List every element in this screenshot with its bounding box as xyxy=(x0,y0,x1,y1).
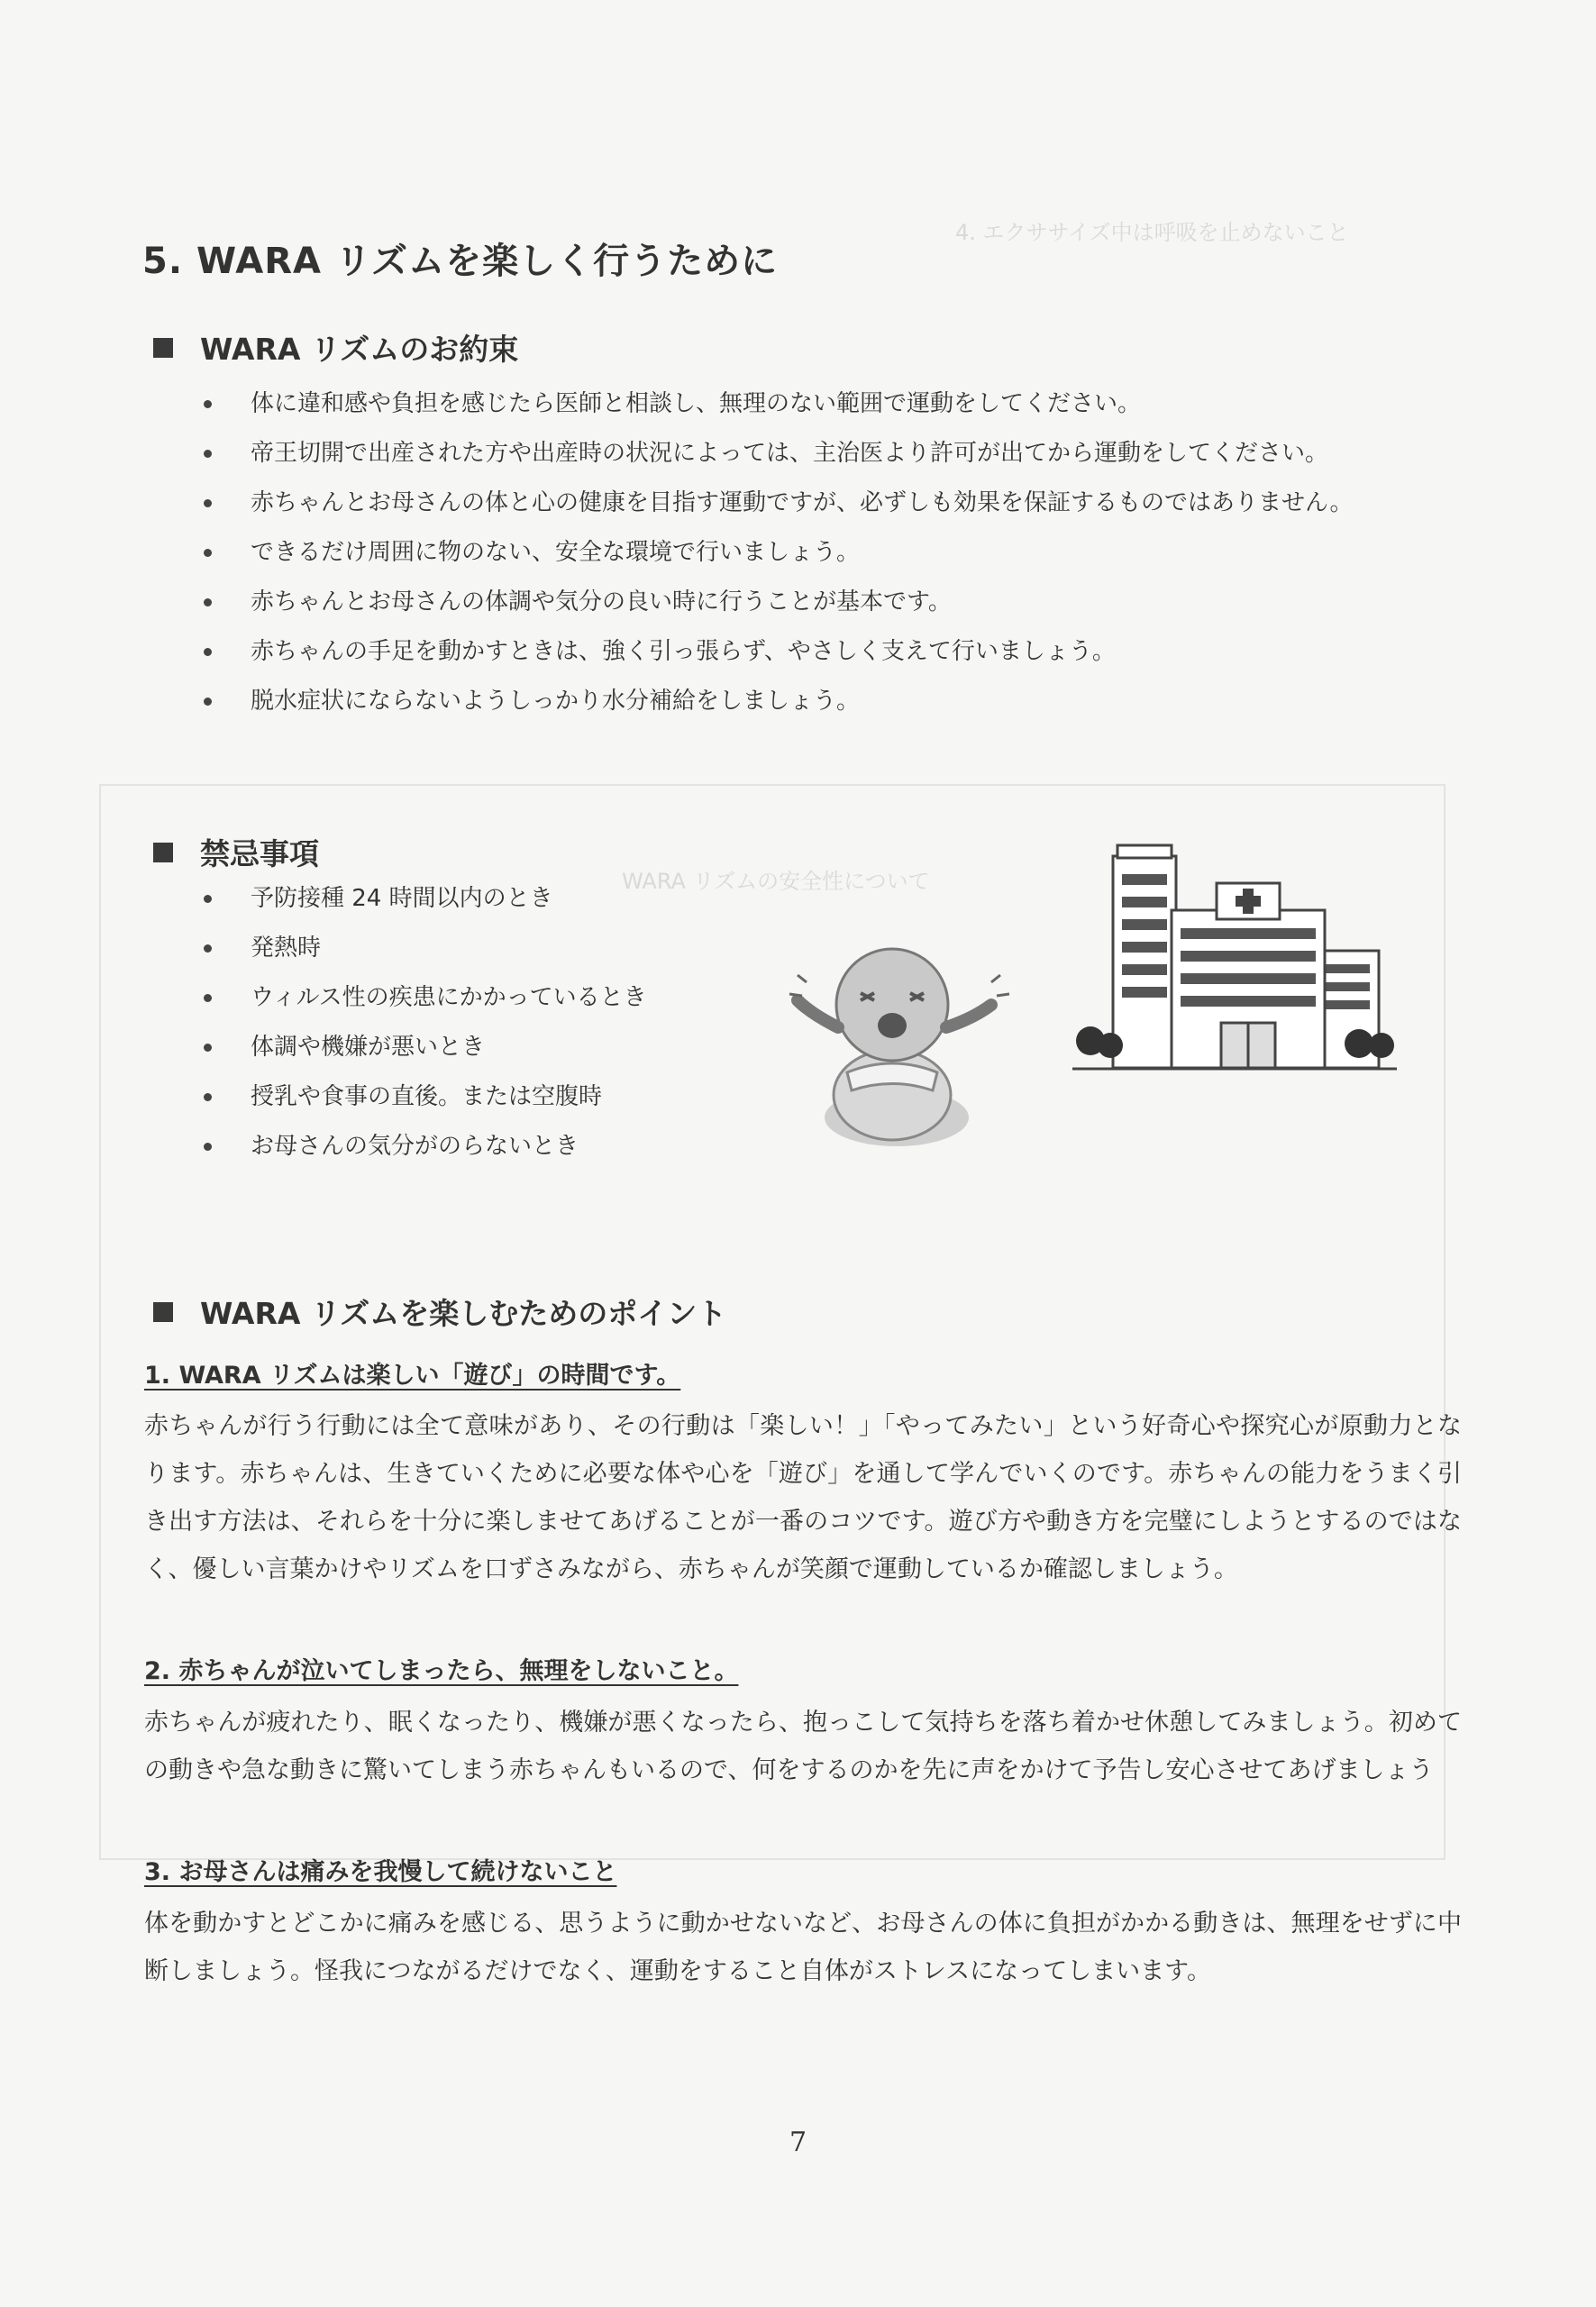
promise-heading xyxy=(153,326,518,369)
point-1-body: 赤ちゃんが行う行動には全て意味があり、その行動は「楽しい！」「やってみたい」という好奇心や探究心が原動力となります。赤ちゃんは、生きていくために必要な体や心を「遊び」を通して学んでいくのです。赤ちゃんの能力をうまく引き出す方法は、それらを十分に楽しませてあげることが一番のコツです。遊び方や動き方を完璧にしようとするのではなく、優しい言葉かけやリズムを口ずさみながら、赤ちゃんが笑顔で運動しているか確認しましょう。 xyxy=(144,1412,1462,1583)
list-item: できるだけ周囲に物のない、安全な環境で行いましょう。 xyxy=(0,533,1354,582)
list-item: 体に違和感や負担を感じたら医師と相談し、無理のない範囲で運動をしてください。 xyxy=(0,384,1354,433)
square-bullet-icon xyxy=(153,843,173,862)
square-bullet-icon xyxy=(153,1302,173,1322)
promise-list xyxy=(0,384,1354,731)
list-item: お母さんの気分がのらないとき xyxy=(0,1126,647,1176)
point-1-title: 1. WARA リズムは楽しい「遊び」の時間です。 xyxy=(144,1362,681,1390)
list-item: 赤ちゃんの手足を動かすときは、強く引っ張らず、やさしく支えて行いましょう。 xyxy=(0,632,1354,681)
baby-crying-icon xyxy=(784,919,1009,1154)
points-heading-text: WARA リズムを楽しむためのポイント xyxy=(200,1296,727,1331)
promise-heading-text: WARA リズムのお約束 xyxy=(200,332,519,367)
page-number: 7 xyxy=(789,2127,807,2158)
contraindications-heading-text: 禁忌事項 xyxy=(200,836,319,871)
list-item: 発熱時 xyxy=(0,928,647,978)
list-item: 体調や機嫌が悪いとき xyxy=(0,1027,647,1077)
point-3-body: 体を動かすとどこかに痛みを感じる、思うように動かせないなど、お母さんの体に負担がかかる動きは、無理をせずに中断しましょう。怪我につながるだけでなく、運動をすること自体がストレスになってしまいます。 xyxy=(144,1910,1462,1985)
show-through-box-title: WARA リズムの安全性について xyxy=(622,869,930,894)
point-3-title: 3. お母さんは痛みを我慢して続けないこと xyxy=(144,1858,617,1886)
list-item: 脱水症状にならないようしっかり水分補給をしましょう。 xyxy=(0,681,1354,731)
contraindications-heading xyxy=(153,831,319,873)
point-2-body: 赤ちゃんが疲れたり、眠くなったり、機嫌が悪くなったら、抱っこして気持ちを落ち着かせ休憩してみましょう。初めての動きや急な動きに驚いてしまう赤ちゃんもいるので、何をするのかを先に声をかけて予告し安心させてあげましょう xyxy=(144,1709,1462,1784)
show-through-heading: 4. エクササイズ中は呼吸を止めないこと xyxy=(955,220,1349,245)
list-item: ウィルス性の疾患にかかっているとき xyxy=(0,978,647,1027)
list-item: 授乳や食事の直後。または空腹時 xyxy=(0,1077,647,1126)
hospital-building-icon xyxy=(1072,838,1397,1081)
list-item: 予防接種 24 時間以内のとき xyxy=(0,879,647,928)
contraindications-list xyxy=(0,879,647,1176)
point-2-title: 2. 赤ちゃんが泣いてしまったら、無理をしないこと。 xyxy=(144,1657,739,1685)
list-item: 帝王切開で出産された方や出産時の状況によっては、主治医より許可が出てから運動をしてください。 xyxy=(0,433,1354,483)
section-title: 5. WARA リズムを楽しく行うために xyxy=(142,241,779,282)
list-item: 赤ちゃんとお母さんの体調や気分の良い時に行うことが基本です。 xyxy=(0,582,1354,632)
list-item: 赤ちゃんとお母さんの体と心の健康を目指す運動ですが、必ずしも効果を保証するものではありません。 xyxy=(0,483,1354,533)
points-heading xyxy=(153,1290,726,1333)
square-bullet-icon xyxy=(153,338,173,358)
